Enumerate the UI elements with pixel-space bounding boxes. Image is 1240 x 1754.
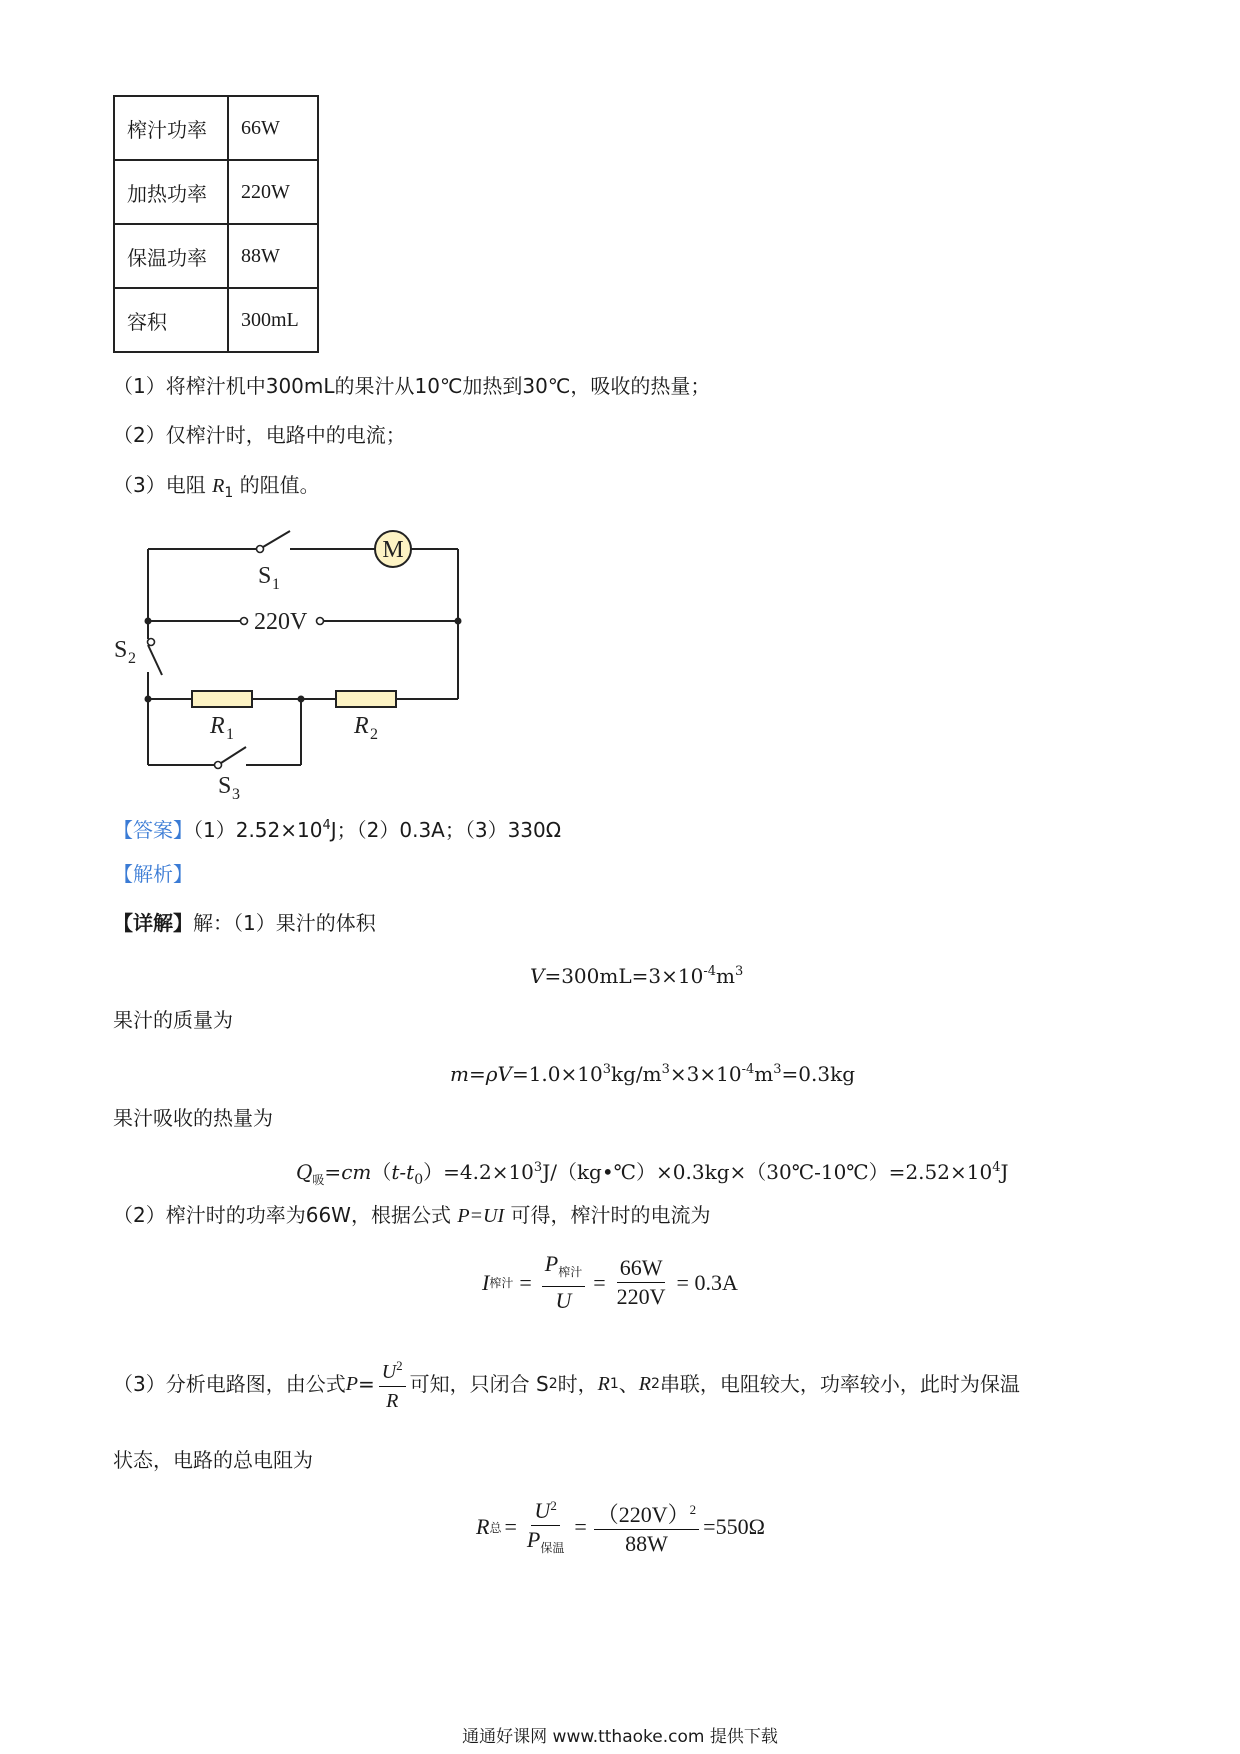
eq-text: J/（kg•℃）×0.3kg×（30℃-10℃）=2.52×10 <box>542 1160 993 1184</box>
eq-sup: 3 <box>734 964 744 979</box>
spec-value: 88W <box>228 224 318 288</box>
eq-sup: 3 <box>773 1062 782 1077</box>
eq-var: I <box>482 1269 490 1295</box>
part2-text <box>113 1203 711 1228</box>
heat-label: 果汁吸收的热量为 <box>113 1106 273 1130</box>
q3-suffix: 的阻值。 <box>233 473 320 497</box>
eq-text: =1.0×10 <box>511 1062 603 1086</box>
answer-line <box>113 814 561 842</box>
eq-var: P <box>544 1251 559 1276</box>
s2-sub: 2 <box>128 650 136 667</box>
s1-sub: 1 <box>272 576 280 593</box>
fraction <box>542 1250 585 1315</box>
mass-label: 果汁的质量为 <box>113 1008 233 1032</box>
equation-mass <box>450 1058 855 1086</box>
switch-contact <box>257 546 264 553</box>
eq-sub: 1 <box>609 1375 619 1392</box>
eq-sup: 4 <box>992 1160 1001 1175</box>
spec-value: 220W <box>228 160 318 224</box>
fraction <box>379 1352 406 1415</box>
eq-var: U <box>534 1498 551 1523</box>
spec-value: 300mL <box>228 288 318 352</box>
table-row <box>114 96 318 160</box>
eq-result: =550Ω <box>703 1514 765 1539</box>
q3-sub: 1 <box>224 485 234 501</box>
eq-var: m <box>450 1062 469 1086</box>
text: 可得，榨汁时的电流为 <box>504 1203 711 1227</box>
question-2: （2）仅榨汁时，电路中的电流； <box>113 423 406 447</box>
junction <box>455 618 462 625</box>
terminal <box>241 618 248 625</box>
spec-table <box>113 95 319 353</box>
switch-s1-blade <box>263 531 290 547</box>
answer-text-end: J；（2）0.3A；（3）330Ω <box>330 818 562 842</box>
equation-heat <box>296 1156 1009 1192</box>
eq-text: m <box>754 1062 774 1086</box>
eq-sub: 0 <box>414 1172 424 1188</box>
eq-equals: = <box>504 1514 517 1539</box>
eq-text: ）=4.2×10 <box>423 1160 534 1184</box>
fraction <box>614 1254 669 1311</box>
eq-den: 220V <box>616 1284 666 1309</box>
detail-line <box>113 911 376 935</box>
eq-sup: -4 <box>703 964 716 979</box>
eq-sub: 总 <box>489 1520 502 1535</box>
eq-sup: 3 <box>661 1062 670 1077</box>
eq-den: 88W <box>625 1531 668 1556</box>
table-row <box>114 288 318 352</box>
eq-text: ×3×10 <box>669 1062 742 1086</box>
eq-text: （ <box>371 1160 392 1184</box>
text: （2）榨汁时的功率为66W，根据公式 <box>113 1203 458 1227</box>
part3-text <box>113 1352 1020 1415</box>
text: 串联，电阻较大，功率较小，此时为保温 <box>659 1371 1020 1396</box>
footer: 通通好课网 www.tthaoke.com 提供下载 <box>462 1727 778 1747</box>
eq-unit: m <box>716 964 735 988</box>
eq-result: = 0.3A <box>676 1269 738 1295</box>
eq-var: R <box>638 1372 652 1395</box>
question-3 <box>113 473 320 505</box>
eq-var: R <box>597 1372 610 1395</box>
eq-sub: 榨汁 <box>558 1265 583 1279</box>
eq-num: （220V） <box>596 1502 690 1527</box>
answer-tag: 【答案】 <box>113 818 193 842</box>
eq-equals: = <box>519 1269 532 1295</box>
r2-sub: 2 <box>370 726 378 743</box>
motor-label: M <box>382 537 404 563</box>
eq-text: J <box>1000 1160 1009 1184</box>
eq-text: kg/m <box>611 1062 662 1086</box>
spec-label: 榨汁功率 <box>114 96 228 160</box>
r1-label: R <box>210 713 225 739</box>
fraction <box>594 1496 699 1558</box>
eq-var: cm <box>341 1160 372 1184</box>
eq-var: P <box>526 1527 541 1552</box>
equation-resistance <box>476 1492 765 1562</box>
table-row <box>114 160 318 224</box>
eq-sup: 2 <box>396 1358 403 1373</box>
q3-var: R <box>212 475 225 497</box>
eq-text: = <box>324 1160 342 1184</box>
eq-text: = <box>357 1371 375 1396</box>
eq-var: ρV <box>485 1062 512 1086</box>
circuit-diagram <box>100 515 480 803</box>
terminal <box>317 618 324 625</box>
eq-text: =300mL=3×10 <box>544 964 704 988</box>
s3-label: S <box>218 773 232 799</box>
switch-contact <box>215 762 222 769</box>
s1-label: S <box>258 563 272 589</box>
eq-text: =0.3kg <box>781 1062 856 1086</box>
eq-var: R <box>386 1390 399 1412</box>
eq-equals: = <box>593 1269 606 1295</box>
spec-label: 加热功率 <box>114 160 228 224</box>
equation-volume <box>530 960 743 988</box>
eq-num: 66W <box>617 1254 666 1283</box>
fraction <box>524 1492 567 1562</box>
eq-sub: 2 <box>548 1375 558 1392</box>
text: 可知，只闭合 S <box>409 1371 549 1396</box>
s2-label: S <box>114 637 128 663</box>
eq-var: R <box>476 1514 490 1539</box>
q3-prefix: （3）电阻 <box>113 473 213 497</box>
eq-var: P <box>345 1372 358 1395</box>
source-label: 220V <box>254 609 308 635</box>
answer-sup: 4 <box>322 818 331 833</box>
eq-sub: 保温 <box>540 1541 565 1555</box>
text: 时， <box>557 1371 598 1396</box>
eq-text: = <box>468 1062 486 1086</box>
eq-sup: 3 <box>533 1160 543 1175</box>
junction <box>145 618 152 625</box>
resistor-r2 <box>336 691 396 707</box>
resistor-r1 <box>192 691 252 707</box>
answer-text: （1）2.52×10 <box>193 818 323 842</box>
eq-sub: 榨汁 <box>489 1276 514 1290</box>
eq-equals: = <box>574 1514 587 1539</box>
detail-text: 解：（1）果汁的体积 <box>193 911 376 935</box>
eq-sup: -4 <box>741 1062 755 1077</box>
eq-sub: 2 <box>651 1375 660 1392</box>
eq-var: U <box>555 1288 572 1313</box>
switch-s3-blade <box>221 747 246 763</box>
eq-var: U <box>381 1361 397 1383</box>
r1-sub: 1 <box>226 726 234 743</box>
spec-value: 66W <box>228 96 318 160</box>
detail-tag: 【详解】 <box>113 911 193 935</box>
table-row <box>114 224 318 288</box>
eq-sub: 吸 <box>312 1173 325 1187</box>
eq-var: Q <box>296 1160 313 1184</box>
switch-s2-blade <box>148 645 162 675</box>
eq-var: t-t <box>391 1160 415 1184</box>
junction <box>298 696 305 703</box>
formula: P=UI <box>457 1205 505 1227</box>
analysis-tag: 【解析】 <box>113 862 193 886</box>
r2-label: R <box>354 713 369 739</box>
eq-sup: 2 <box>550 1498 557 1513</box>
switch-contact <box>148 639 155 646</box>
question-1: （1）将榨汁机中300mL的果汁从10℃加热到30℃，吸收的热量； <box>113 374 711 398</box>
text: 、 <box>618 1371 639 1396</box>
eq-sup: 3 <box>602 1062 611 1077</box>
equation-current <box>482 1250 738 1315</box>
spec-label: 容积 <box>114 288 228 352</box>
spec-label: 保温功率 <box>114 224 228 288</box>
junction <box>145 696 152 703</box>
s3-sub: 3 <box>232 786 240 803</box>
text: （3）分析电路图，由公式 <box>113 1371 346 1396</box>
eq-var: V <box>530 964 545 988</box>
eq-sup: 2 <box>689 1502 697 1517</box>
part3-line2: 状态，电路的总电阻为 <box>113 1448 313 1472</box>
